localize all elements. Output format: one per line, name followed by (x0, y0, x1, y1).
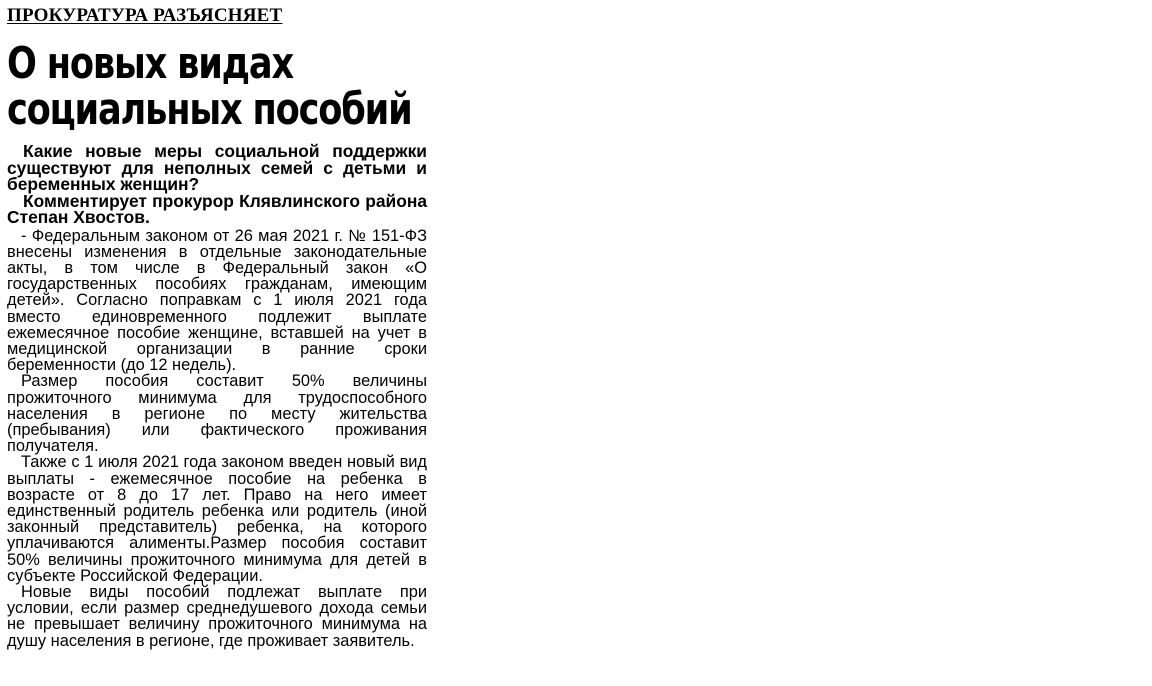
paragraph: - Федеральным законом от 26 мая 2021 г. № 151-ФЗ внесены изменения в отдельные законодательные акты, в том числе в Федеральный закон «О государственных пособиях гражданам, имеющим детей». Согласно поправкам с 1 июля 2021 года вместо единовременного подлежит выплате ежемесячное пособие женщине, вставшей на учет в медицинской организации в ранние сроки беременности (до 12 недель). (7, 226, 427, 375)
headline-line-1: О новых видах (7, 38, 293, 89)
rubric: ПРОКУРАТУРА РАЗЪЯСНЯЕТ (7, 5, 283, 26)
article-column (7, 0, 427, 649)
paragraph: Также с 1 июля 2021 года законом введен новый вид выплаты - ежемесячное пособие на ребенка в возрасте от 8 до 17 лет. Право на него имеет единственный родитель ребенка или родитель (иной законный представитель) ребенка, на которого уплачиваются алименты.Размер пособия составит 50% величины прожиточного минимума для детей в субъекте Российской Федерации. (7, 453, 427, 585)
paragraph: Новые виды пособий подлежат выплате при условии, если размер среднедушевого дохода семьи не превышает величину прожиточного минимума на душу населения в регионе, где проживает заявитель. (7, 582, 427, 650)
lead-comment: Комментирует прокурор Клявлинского района Степан Хвостов. (7, 190, 427, 227)
lead (7, 143, 427, 226)
paragraph: Размер пособия составит 50% величины прожиточного минимума для трудоспособного населения в регионе по месту жительства (пребывания) или фактического проживания получателя. (7, 372, 427, 456)
lead-question: Какие новые меры социальной поддержки существуют для неполных семей с детьми и беременных женщин? (7, 141, 427, 194)
headline (7, 38, 431, 135)
article-body (7, 228, 427, 649)
headline-line-2: социальных пособий (7, 84, 412, 135)
